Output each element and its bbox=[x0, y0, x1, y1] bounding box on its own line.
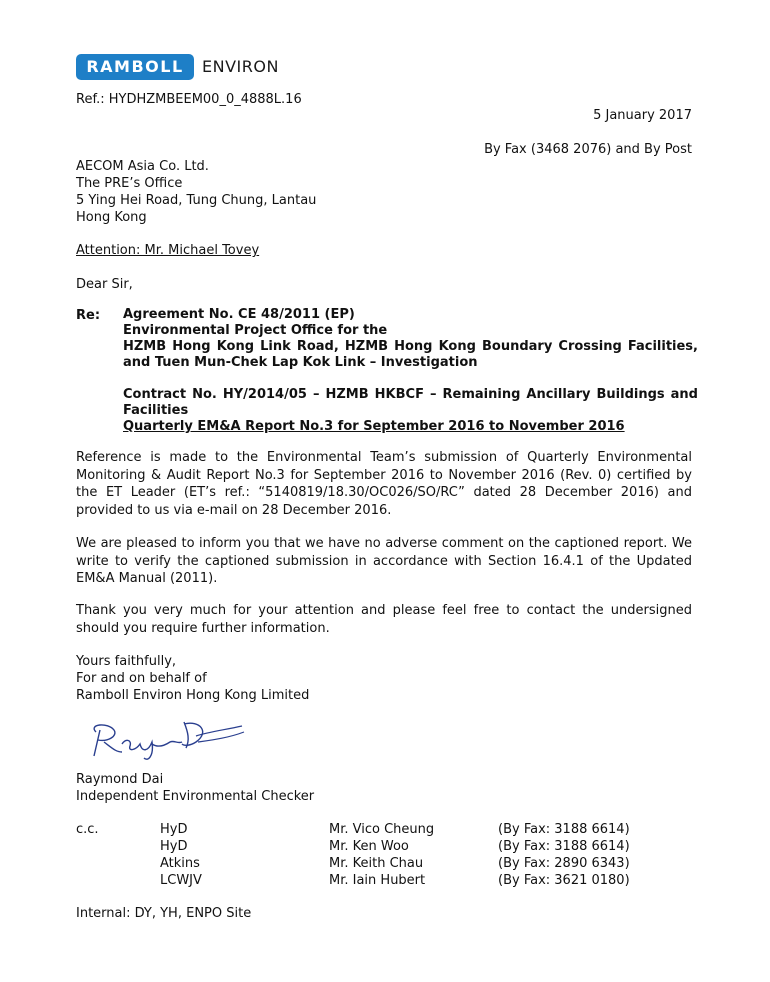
contract-line: Contract No. HY/2014/05 – HZMB HKBCF – Remaining Ancillary Buildings and Facilities bbox=[123, 387, 698, 418]
address-line: 5 Ying Hei Road, Tung Chung, Lantau bbox=[76, 193, 317, 208]
closing-line: Ramboll Environ Hong Kong Limited bbox=[76, 688, 310, 703]
internal-distribution: Internal: DY, YH, ENPO Site bbox=[76, 906, 252, 921]
environ-logo-text: ENVIRON bbox=[202, 57, 279, 76]
cc-org: HyD bbox=[160, 822, 188, 837]
letter-date: 5 January 2017 bbox=[593, 108, 692, 123]
delivery-method: By Fax (3468 2076) and By Post bbox=[484, 142, 692, 157]
cc-label: c.c. bbox=[76, 822, 99, 837]
salutation: Dear Sir, bbox=[76, 277, 133, 292]
body-paragraph: Thank you very much for your attention and please feel free to contact the undersigned should you require further information. bbox=[76, 603, 692, 636]
cc-person: Mr. Keith Chau bbox=[329, 856, 424, 871]
address-line: Hong Kong bbox=[76, 210, 147, 225]
cc-fax: (By Fax: 2890 6343) bbox=[498, 856, 630, 871]
handwritten-signature bbox=[78, 712, 248, 762]
report-title: Quarterly EM&A Report No.3 for September 2016 to November 2016 bbox=[123, 419, 625, 434]
reference-number: Ref.: HYDHZMBEEM00_0_4888L.16 bbox=[76, 92, 302, 107]
subject-line: Agreement No. CE 48/2011 (EP) bbox=[123, 307, 355, 322]
body-paragraph: We are pleased to inform you that we have no adverse comment on the captioned report. We write to verify the captioned submission in accordance with Section 16.4.1 of the Updated EM&A Manual (2011). bbox=[76, 536, 692, 586]
cc-person: Mr. Iain Hubert bbox=[329, 873, 426, 888]
closing-line: Yours faithfully, bbox=[76, 654, 177, 669]
subject-block bbox=[123, 307, 698, 435]
body-paragraph: Reference is made to the Environmental Team’s submission of Quarterly Environmental Monitoring & Audit Report No.3 for September 2016 to November 2016 (Rev. 0) certified by the ET Leader (ET’s ref.: “5140819/18.30/OC026/SO/RC” dated 28 December 2016) and provided to us via e-mail on 28 December 2016. bbox=[76, 450, 692, 518]
closing-line: For and on behalf of bbox=[76, 671, 207, 686]
signatory-title: Independent Environmental Checker bbox=[76, 789, 315, 804]
cc-fax: (By Fax: 3188 6614) bbox=[498, 839, 630, 854]
subject-line: HZMB Hong Kong Link Road, HZMB Hong Kong Boundary Crossing Facilities, and Tuen Mun-Chek Lap Kok Link – Investigation bbox=[123, 339, 698, 370]
signatory-name: Raymond Dai bbox=[76, 772, 164, 787]
cc-fax: (By Fax: 3188 6614) bbox=[498, 822, 630, 837]
address-line: AECOM Asia Co. Ltd. bbox=[76, 159, 209, 174]
address-line: The PRE’s Office bbox=[76, 176, 183, 191]
re-label: Re: bbox=[76, 308, 101, 323]
cc-person: Mr. Ken Woo bbox=[329, 839, 409, 854]
cc-org: Atkins bbox=[160, 856, 200, 871]
subject-line: Environmental Project Office for the bbox=[123, 323, 388, 338]
cc-person: Mr. Vico Cheung bbox=[329, 822, 435, 837]
cc-org: LCWJV bbox=[160, 873, 202, 888]
ramboll-logo: RAMBOLL bbox=[76, 54, 194, 80]
cc-org: HyD bbox=[160, 839, 188, 854]
cc-fax: (By Fax: 3621 0180) bbox=[498, 873, 630, 888]
attention-line: Attention: Mr. Michael Tovey bbox=[76, 243, 260, 258]
